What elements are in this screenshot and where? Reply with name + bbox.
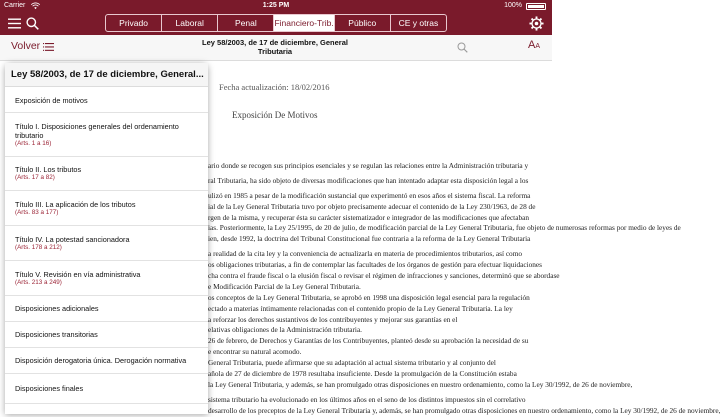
- update-date: Fecha actualización: 18/02/2016: [219, 82, 330, 92]
- document-title: [185, 38, 365, 56]
- toc-item[interactable]: [5, 157, 208, 191]
- carrier-label: Carrier: [4, 2, 26, 9]
- toc-item-title: Disposiciones finales: [15, 384, 84, 393]
- toc-item-range: (Arts. 1 a 16): [15, 139, 52, 147]
- document-line: ien, desde 1992, la doctrina del Tribunal Constitucional fue contraria a la reforma de la Ley General Tributaria: [208, 234, 531, 244]
- toc-item[interactable]: [5, 226, 208, 261]
- toc-item[interactable]: [5, 374, 208, 404]
- font-size-button[interactable]: [528, 39, 540, 51]
- toc-item-title: Título I. Disposiciones generales del ordenamiento tributario: [15, 121, 179, 140]
- tab-laboral[interactable]: Laboral: [162, 15, 218, 31]
- document-line: elativas obligaciones de la Administración tributaria.: [208, 325, 363, 335]
- toc-item-title: Disposición derogatoria única. Derogación normativa: [15, 356, 187, 365]
- tab-ce-y-otras[interactable]: CE y otras: [398, 18, 439, 28]
- back-button[interactable]: Volver: [11, 40, 41, 52]
- document-line: ial de la Ley General Tributaria tuvo por objeto precisamente adecuar el contenido de la Ley 230/1963, de 28 de: [208, 201, 536, 211]
- document-line: cha contra el fraude fiscal o la elusión fiscal o revisar el régimen de infracciones y sanciones, determinó que se abordase: [208, 271, 560, 281]
- tab-publico[interactable]: Público: [335, 15, 391, 31]
- document-line: General Tributaria, puede afirmarse que su adaptación al actual sistema tributario y al conjunto del: [208, 358, 496, 368]
- popover-header: Ley 58/2003, de 17 de diciembre, General...: [5, 63, 208, 87]
- document-line: ario donde se recogen sus principios esenciales y se regulan las relaciones entre la Administración tributaria y: [208, 161, 529, 170]
- document-line: os obligaciones tributarias, a fin de contemplar las facultades de los órganos de gestión para efectuar liquidaciones: [208, 260, 542, 270]
- toc-item-title: Disposiciones transitorias: [15, 330, 98, 339]
- font-size-large-label: A: [528, 39, 536, 51]
- toc-item-range: (Arts. 83 a 177): [15, 208, 59, 216]
- document-line: os conceptos de la Ley General Tributaria, se aprobó en 1998 una disposición legal esencial para la regulación: [208, 292, 530, 302]
- toc-item-title: Disposiciones adicionales: [15, 304, 99, 313]
- toc-item[interactable]: [5, 348, 208, 374]
- toc-item-range: (Arts. 17 a 82): [15, 174, 55, 181]
- battery-icon: [526, 3, 546, 10]
- status-time: 1:25 PM: [262, 2, 290, 9]
- toc-item[interactable]: [5, 191, 208, 226]
- battery-percent: 100%: [504, 2, 522, 9]
- toc-item-title: Título V. Revisión en vía administrativa: [15, 269, 141, 279]
- toc-item-range: (Arts. 178 a 212): [15, 243, 62, 251]
- document-line: ectado a materias íntimamente relacionadas con el contenido propio de la Ley General Tributaria. La ley: [208, 303, 513, 313]
- toc-item[interactable]: [5, 261, 208, 296]
- tab-privado[interactable]: Privado: [106, 15, 162, 31]
- document-line: e encontrar su natural acomodo.: [208, 347, 302, 357]
- toc-item-title: Título IV. La potestad sancionadora: [15, 234, 130, 244]
- document-line: a reforzar los derechos sustantivos de los contribuyentes y mejorar sus garantías en el: [208, 314, 458, 324]
- toc-item-title: Título II. Los tributos: [15, 165, 82, 174]
- gear-icon[interactable]: [527, 14, 545, 32]
- section-heading: Exposición De Motivos: [232, 110, 318, 120]
- toc-item[interactable]: [5, 296, 208, 322]
- toc-item[interactable]: [5, 88, 208, 113]
- menu-icon[interactable]: [6, 15, 22, 31]
- document-line: 26 de febrero, de Derechos y Garantías de los Contribuyentes, planteó desde su aprobación la necesidad de su: [208, 336, 529, 346]
- font-size-small-label: A: [535, 43, 541, 50]
- document-line: la Ley General Tributaria, y además, se han promulgado otras disposiciones en nuestro ordenamiento, como la Ley 30/1992, de 26 de noviembre,: [208, 379, 633, 389]
- document-line: desarrollo de los preceptos de la Ley General Tributaria y, además, se han promulgado otras disposiciones en nuestro ordenamiento, como la Ley 30/1992, de 26 de noviembre,: [208, 405, 720, 415]
- list-icon[interactable]: [43, 41, 55, 53]
- document-line: sistema tributario ha evolucionado en los últimos años en el seno de los distintos impuestos sin el correlativo: [208, 394, 526, 404]
- toc-item[interactable]: [5, 113, 208, 157]
- status-bar: [0, 0, 552, 12]
- toc-item[interactable]: [5, 322, 208, 348]
- document-title-line1: Ley 58/2003, de 17 de diciembre, General: [202, 38, 348, 47]
- document-title-line2: Tributaria: [257, 47, 293, 56]
- document-toolbar: [0, 35, 552, 61]
- tab-financiero-trib[interactable]: Financiero-Trib.: [274, 15, 334, 31]
- toc-item-title: Título III. La aplicación de los tributos: [15, 199, 136, 209]
- search-in-document-icon[interactable]: [457, 42, 468, 53]
- document-line: rgen de la misma, y recuperar ésta su carácter sistematizador e integrador de las modificaciones que afectaban: [208, 212, 529, 222]
- document-line: a realidad de la cita ley y la conveniencia de actualizarla en materia de procedimientos tributarios, así como: [208, 249, 523, 259]
- toc-item-range: (Arts. 213 a 249): [15, 278, 62, 286]
- search-icon[interactable]: [24, 15, 40, 31]
- document-line: ulizó en 1985 a pesar de la modificación sustancial que experimentó en esos años el sistema fiscal. La reforma: [208, 190, 531, 200]
- document-line: ral Tributaria, ha sido objeto de diversas modificaciones que han intentado adaptar esta disposición legal a los: [208, 175, 529, 185]
- table-of-contents-popover: [5, 63, 208, 414]
- category-segmented-control: [105, 14, 447, 32]
- document-line: e Modificación Parcial de la Ley General Tributaria.: [208, 281, 361, 291]
- document-line: ias. Posteriormente, la Ley 25/1995, de 20 de julio, de modificación parcial de la Ley General Tributaria, fue objeto de numerosas reformas por medio de leyes de: [208, 223, 681, 233]
- top-bar: [0, 0, 552, 35]
- document-line: añola de 27 de diciembre de 1978 resultaba insuficiente. Desde la promulgación de la Constitución estaba: [208, 369, 517, 379]
- toc-list: [5, 88, 208, 404]
- toc-item-title: Exposición de motivos: [15, 95, 88, 105]
- tab-penal[interactable]: Penal: [218, 15, 274, 31]
